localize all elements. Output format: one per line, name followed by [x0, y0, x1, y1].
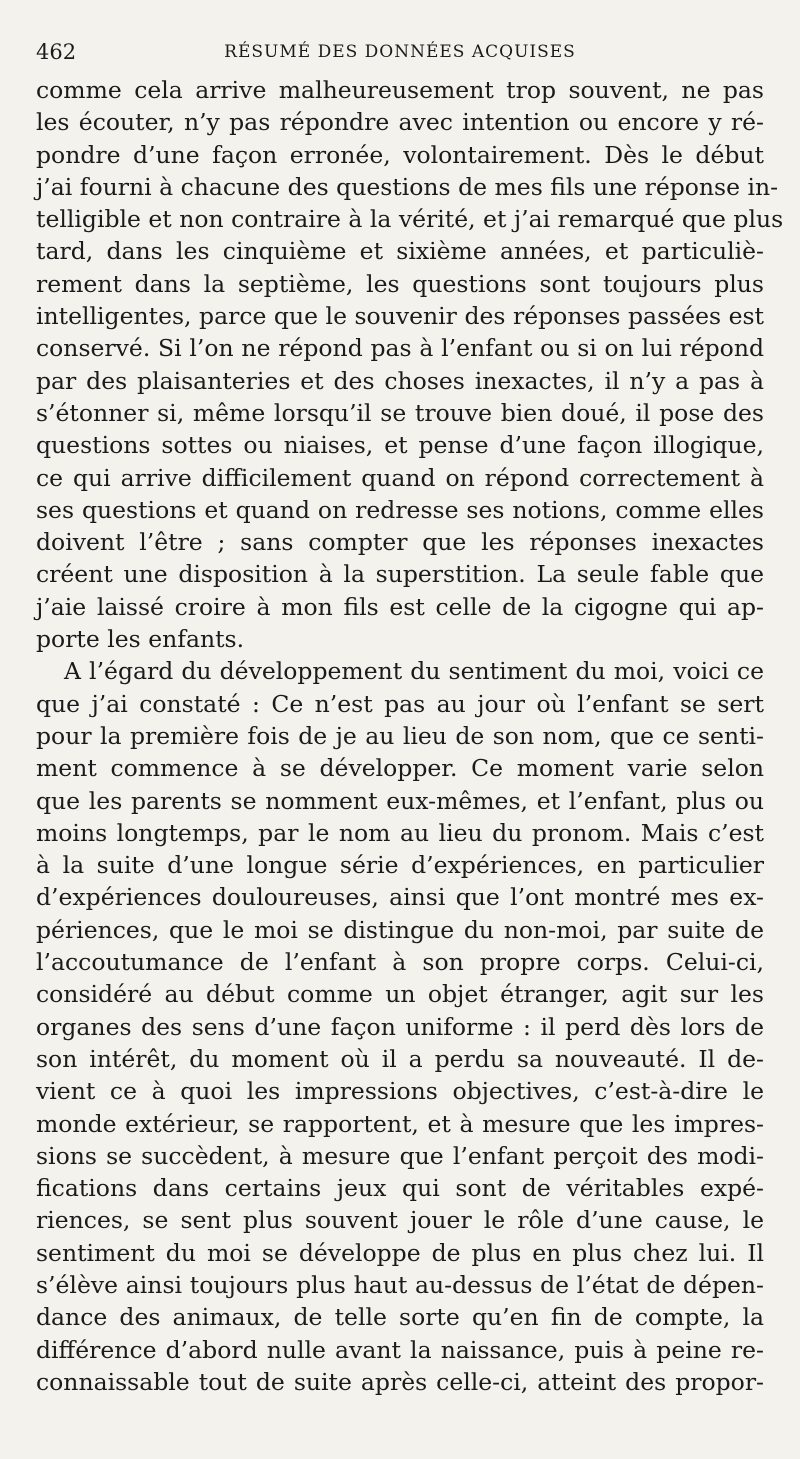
text-line: différence d’abord nulle avant la naissance, puis à peine re- — [36, 1335, 764, 1364]
text-line: tard, dans les cinquième et sixième années, et particuliè- — [36, 237, 764, 266]
text-line: telligible et non contraire à la vérité, et j’ai remarqué que plus — [36, 205, 784, 234]
paragraph — [36, 74, 784, 655]
text-line: rement dans la septième, les questions sont toujours plus — [36, 269, 764, 298]
text-line: ce qui arrive difficilement quand on répond correctement à — [36, 463, 764, 492]
text-line: pour la première fois de je au lieu de son nom, que ce senti- — [36, 721, 764, 750]
text-line: j’ai fourni à chacune des questions de mes fils une réponse in- — [36, 172, 779, 201]
text-line: vient ce à quoi les impressions objectives, c’est-à-dire le — [36, 1077, 764, 1106]
text-line: sions se succèdent, à mesure que l’enfant perçoit des modi- — [36, 1141, 764, 1170]
text-line: ses questions et quand on redresse ses notions, comme elles — [36, 495, 764, 524]
text-line: que les parents se nomment eux-mêmes, et l’enfant, plus ou — [36, 786, 764, 815]
text-line: questions sottes ou niaises, et pense d’une façon illogique, — [36, 431, 764, 460]
text-line: connaissable tout de suite après celle-ci, atteint des propor- — [36, 1367, 764, 1396]
text-line: périences, que le moi se distingue du non-moi, par suite de — [36, 915, 764, 944]
text-line: s’étonner si, même lorsqu’il se trouve bien doué, il pose des — [36, 398, 764, 427]
text-line: moins longtemps, par le nom au lieu du pronom. Mais c’est — [36, 818, 764, 847]
text-line: organes des sens d’une façon uniforme : il perd dès lors de — [36, 1012, 764, 1041]
text-line: riences, se sent plus souvent jouer le rôle d’une cause, le — [36, 1206, 764, 1235]
text-line: par des plaisanteries et des choses inexactes, il n’y a pas à — [36, 366, 764, 395]
running-head — [36, 30, 764, 74]
text-line: l’accoutumance de l’enfant à son propre corps. Celui-ci, — [36, 948, 764, 977]
text-line: conservé. Si l’on ne répond pas à l’enfant ou si on lui répond — [36, 334, 764, 363]
text-line: doivent l’être ; sans compter que les réponses inexactes — [36, 528, 764, 557]
text-line: ment commence à se développer. Ce moment varie selon — [36, 754, 764, 783]
text-line: son intérêt, du moment où il a perdu sa nouveauté. Il de- — [36, 1044, 764, 1073]
text-line: créent une disposition à la superstition. La seule fable que — [36, 560, 764, 589]
text-line: comme cela arrive malheureusement trop souvent, ne pas — [36, 76, 764, 104]
text-line: pondre d’une façon erronée, volontairement. Dès le début — [36, 140, 764, 169]
text-line: A l’égard du développement du sentiment du moi, voici ce — [64, 657, 764, 686]
text-line: que j’ai constaté : Ce n’est pas au jour où l’enfant se sert — [36, 689, 764, 718]
text-line: considéré au début comme un objet étranger, agit sur les — [36, 980, 764, 1009]
text-line: s’élève ainsi toujours plus haut au-dessus de l’état de dépen- — [36, 1270, 764, 1299]
text-line: à la suite d’une longue série d’expériences, en particulier — [36, 851, 764, 880]
paragraph — [36, 655, 764, 1398]
text-line: d’expériences douloureuses, ainsi que l’ont montré mes ex- — [36, 883, 764, 912]
running-title: RÉSUMÉ DES DONNÉES ACQUISES — [224, 42, 576, 62]
page-number: 462 — [36, 40, 77, 64]
text-line: monde extérieur, se rapportent, et à mesure que les impres- — [36, 1109, 764, 1138]
text-line: sentiment du moi se développe de plus en plus chez lui. Il — [36, 1238, 764, 1267]
text-line: j’aie laissé croire à mon fils est celle de la cigogne qui ap- — [36, 592, 764, 621]
text-line: les écouter, n’y pas répondre avec intention ou encore y ré- — [36, 108, 764, 137]
body-text — [36, 74, 784, 1398]
text-line: porte les enfants. — [36, 625, 245, 654]
text-line: fications dans certains jeux qui sont de véritables expé- — [36, 1174, 764, 1203]
text-line: intelligentes, parce que le souvenir des réponses passées est — [36, 302, 764, 331]
text-line: dance des animaux, de telle sorte qu’en fin de compte, la — [36, 1303, 764, 1332]
